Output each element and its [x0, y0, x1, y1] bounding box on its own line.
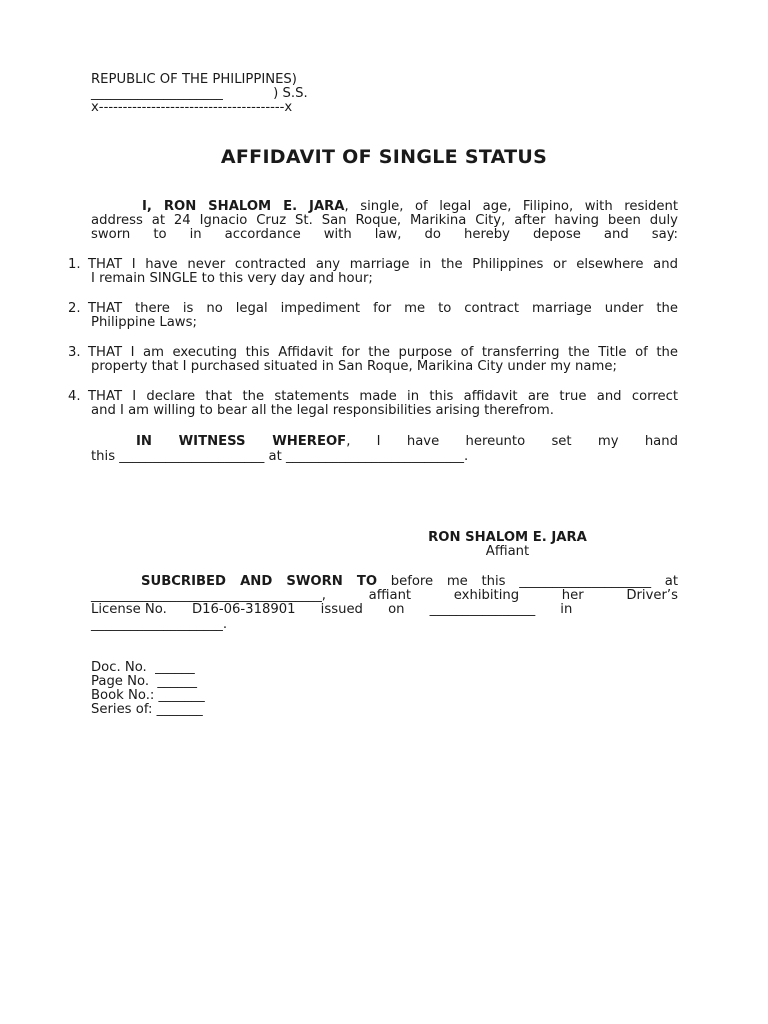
document-title: AFFIDAVIT OF SINGLE STATUS	[220, 146, 548, 168]
item-2-number: 2.	[68, 301, 81, 316]
item-3-line-1: THAT I am executing this Affidavit for the purpose of transferring the Title of the	[88, 345, 678, 360]
caption-venue-blank: ____________________ ) S.S.	[91, 86, 308, 101]
item-1-line-1: THAT I have never contracted any marriage in the Philippines or elsewhere and	[88, 257, 678, 272]
series-of: Series of: _______	[91, 702, 203, 717]
intro-line-2: address at 24 Ignacio Cruz St. San Roque, Marikina City, after having been duly	[91, 213, 678, 228]
witness-bold: IN WITNESS WHEREOF	[136, 434, 347, 449]
affiant-name-inline: I, RON SHALOM E. JARA	[142, 199, 345, 214]
affiant-name: RON SHALOM E. JARA	[428, 530, 587, 545]
jurat-line-4: ____________________.	[91, 617, 228, 632]
page-no: Page No. ______	[91, 674, 197, 689]
jurat-bold: SUBCRIBED AND SWORN TO	[141, 574, 378, 589]
witness-line-1	[91, 435, 678, 450]
witness-line-2: this ______________________ at ___________________________.	[91, 449, 469, 464]
doc-no: Doc. No. ______	[91, 660, 195, 675]
item-4-line-1: THAT I declare that the statements made in this affidavit are true and correct	[88, 389, 678, 404]
affiant-label: Affiant	[485, 544, 530, 559]
item-2-line-1: THAT there is no legal impediment for me to contract marriage under the	[88, 301, 678, 316]
item-3-line-2: property that I purchased situated in San Roque, Marikina City under my name;	[91, 359, 617, 374]
item-2-line-2: Philippine Laws;	[91, 315, 197, 330]
caption-republic: REPUBLIC OF THE PHILIPPINES)	[91, 72, 297, 87]
intro-text-1: , single, of legal age, Filipino, with resident	[344, 199, 679, 214]
caption-separator: x---------------------------------------x	[91, 100, 293, 115]
jurat-line-3: License No. D16-06-318901 issued on ________________ in	[91, 602, 573, 617]
item-1-number: 1.	[68, 257, 81, 272]
witness-text-1: , I have hereunto set my hand	[346, 434, 678, 449]
book-no: Book No.: _______	[91, 688, 205, 703]
item-3-number: 3.	[68, 345, 81, 360]
jurat-line-2: ___________________________________, affiant exhibiting her Driver’s	[91, 588, 678, 603]
item-1-line-2: I remain SINGLE to this very day and hour;	[91, 271, 373, 286]
item-4-line-2: and I am willing to bear all the legal responsibilities arising therefrom.	[91, 403, 554, 418]
jurat-text-1: before me this ____________________ at	[377, 574, 678, 589]
item-4-number: 4.	[68, 389, 81, 404]
intro-line-3: sworn to in accordance with law, do hereby depose and say:	[91, 227, 678, 242]
